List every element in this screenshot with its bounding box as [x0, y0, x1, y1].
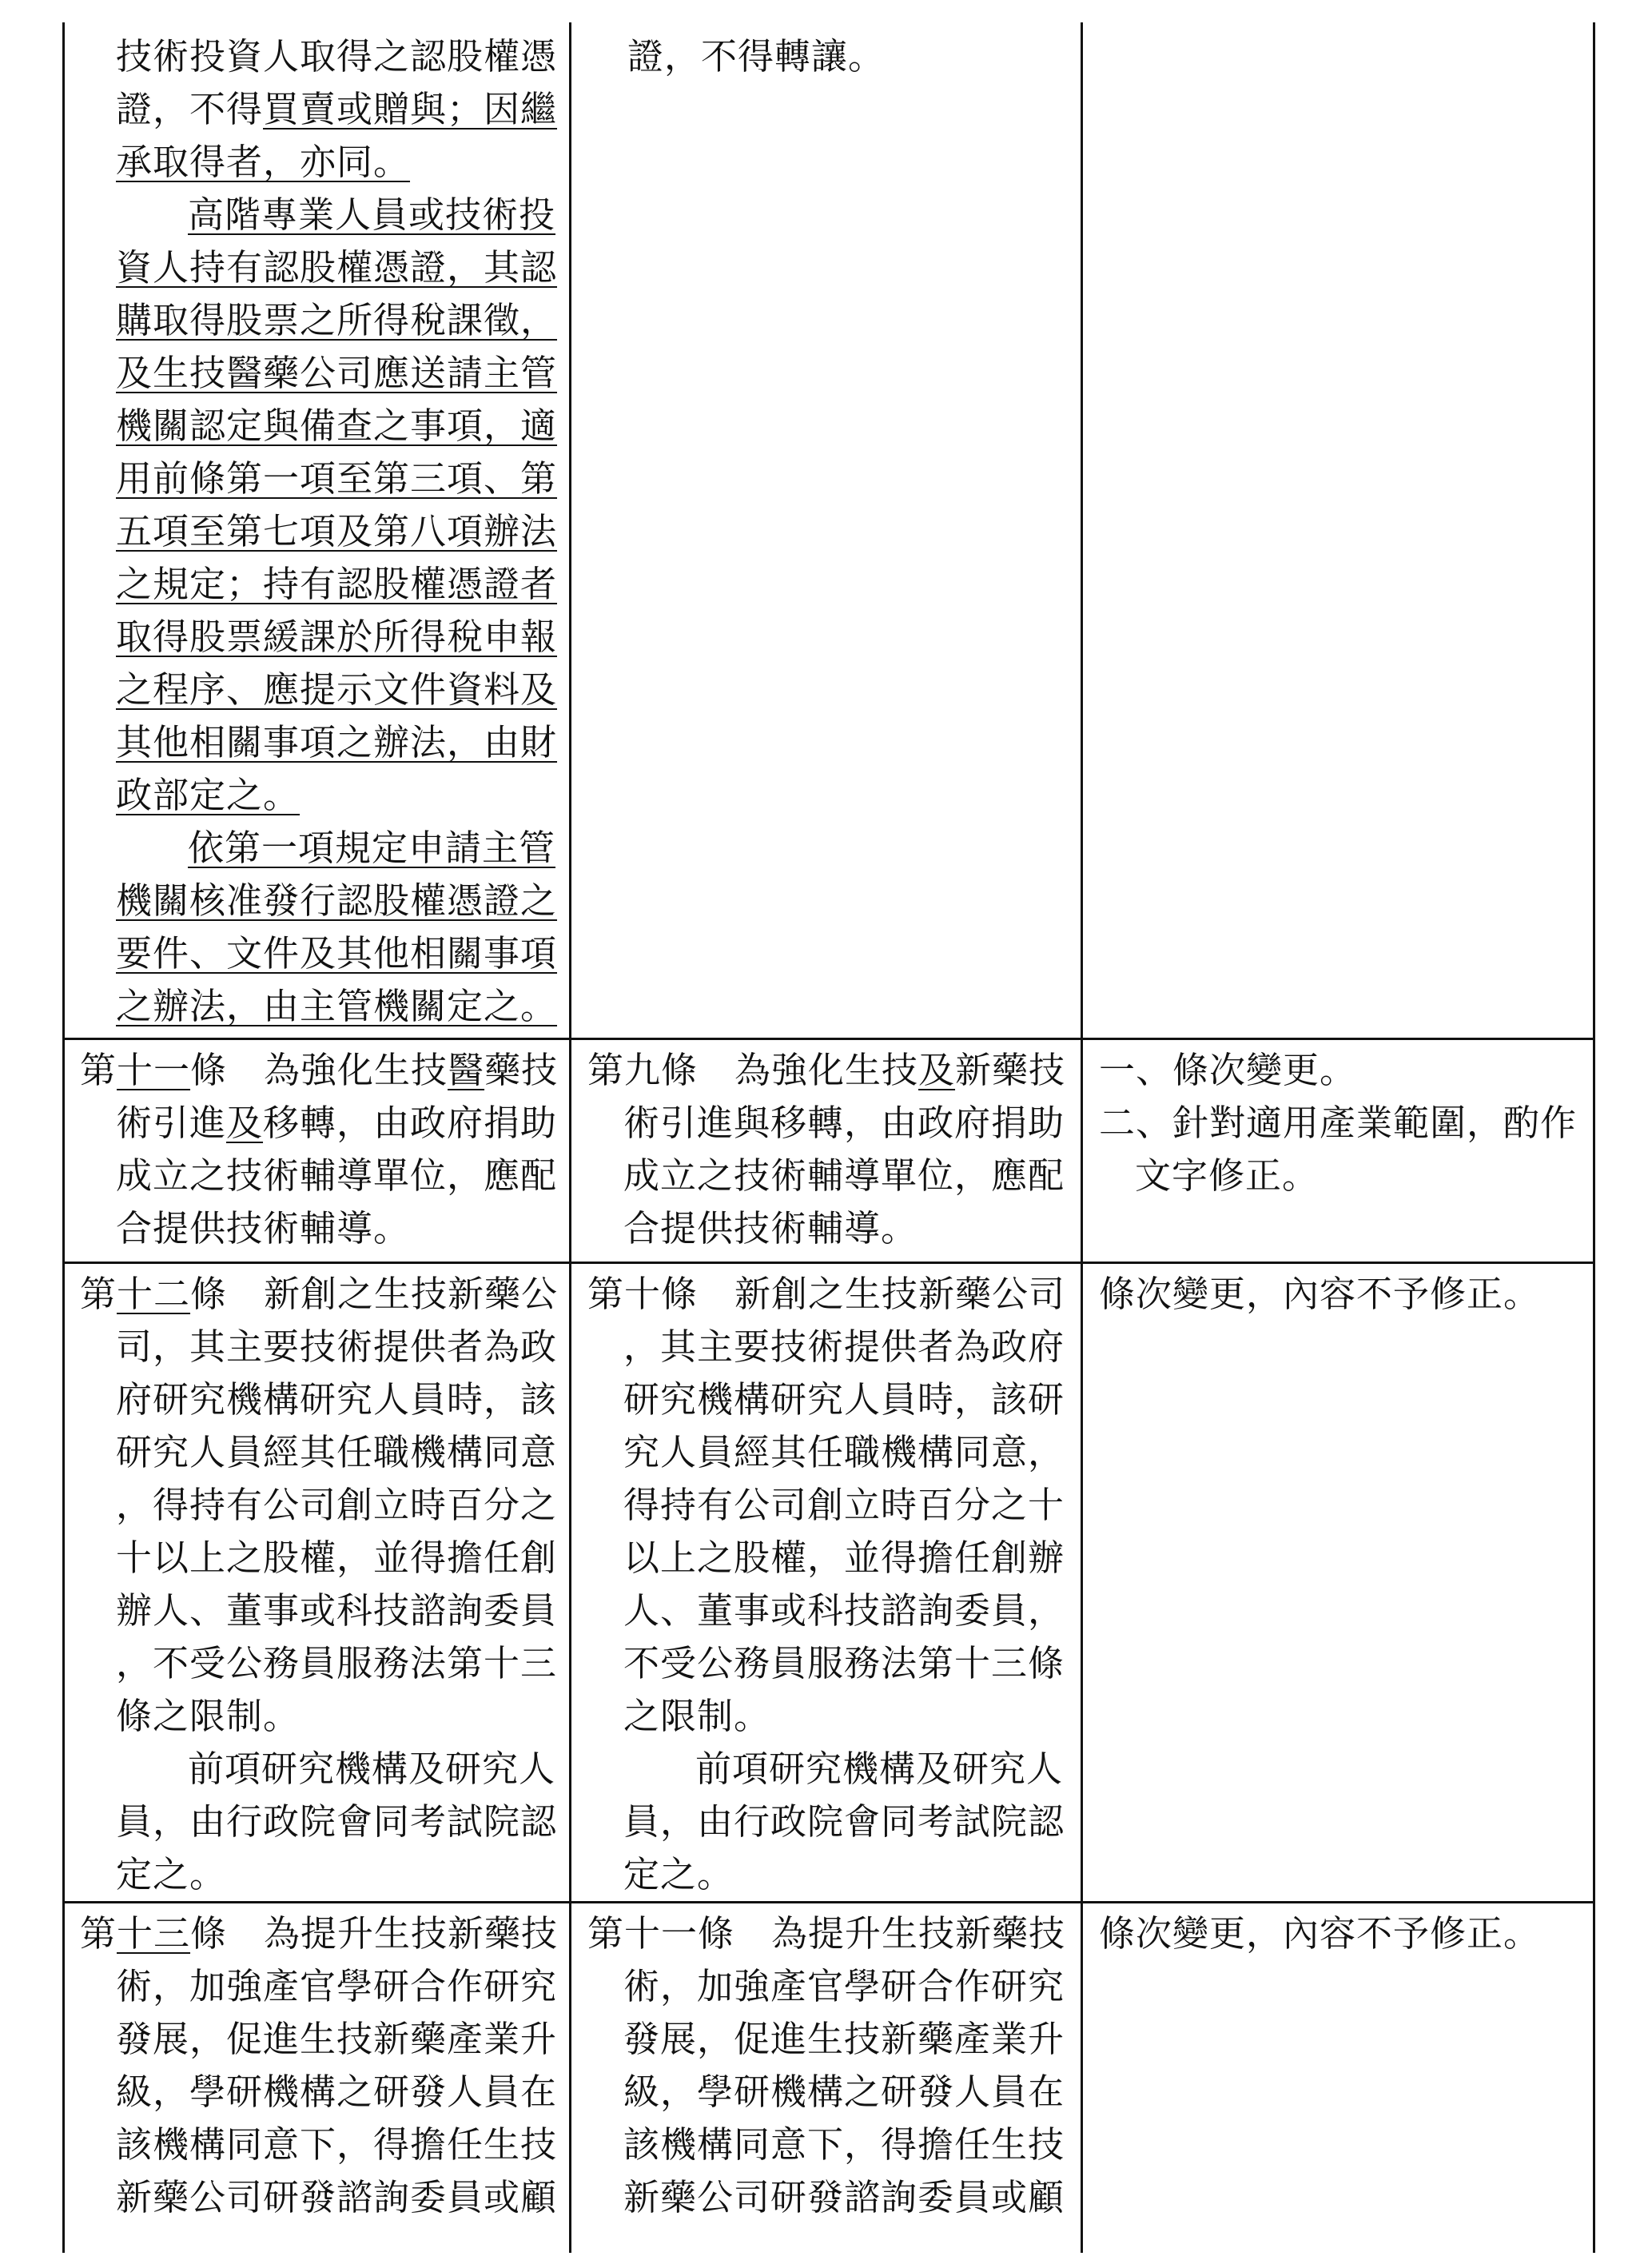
- underlined-text: 十一: [117, 1049, 191, 1091]
- text-line: 合提供技術輔導。: [116, 1207, 411, 1250]
- table-border-right: [1593, 22, 1595, 2253]
- row2-left-cell: [80, 1044, 558, 1255]
- row2-right-cell: [1099, 1044, 1577, 1202]
- text-line: [116, 558, 557, 611]
- text-line: 府研究機構研究人員時，該: [116, 1378, 558, 1421]
- underlined-text: 之規定；持有認股權憑證者: [116, 563, 558, 605]
- text-line: 證，不得轉讓。: [627, 35, 886, 78]
- text-span: 第: [80, 1273, 117, 1315]
- text-line: 司，其主要技術提供者為政: [116, 1325, 558, 1368]
- text-line: 之限制。: [623, 1695, 771, 1737]
- text-line: 級，學研機構之研發人員在: [623, 2071, 1065, 2113]
- text-line: 新藥公司研發諮詢委員或顧: [623, 2176, 1065, 2218]
- article-heading: [80, 1044, 558, 1097]
- row4-middle-cell: [587, 1907, 1065, 2224]
- underlined-text: 購取得股票之所得稅課徵，: [116, 299, 558, 341]
- text-line: ，不受公務員服務法第十三: [116, 1642, 558, 1684]
- text-line: [116, 136, 557, 189]
- row4-right-cell: [1099, 1907, 1540, 1960]
- text-line: 得持有公司創立時百分之十: [623, 1484, 1065, 1526]
- text-line: ，其主要技術提供者為政府: [623, 1325, 1065, 1368]
- underlined-text: 其他相關事項之辦法，由財: [116, 721, 558, 763]
- text-span: 術引進: [116, 1102, 227, 1144]
- text-line: 發展，促進生技新藥產業升: [623, 2018, 1065, 2060]
- text-line: 一、條次變更。: [1099, 1049, 1357, 1091]
- underlined-text: 依第一項規定申請主管: [188, 827, 556, 869]
- text-line: 究人員經其任職機構同意，: [623, 1431, 1065, 1473]
- text-line: [116, 927, 557, 980]
- row-divider-1: [62, 1038, 1595, 1040]
- text-line: 發展，促進生技新藥產業升: [116, 2018, 558, 2060]
- text-span: 移轉，由政府捐助: [263, 1102, 558, 1144]
- underlined-text: 之程序、應提示文件資料及: [116, 668, 558, 711]
- article-heading: [80, 1268, 558, 1321]
- text-span: 第: [80, 1912, 117, 1955]
- table-border-left: [62, 22, 65, 2253]
- row3-left-cell: [80, 1268, 558, 1901]
- table-divider-2: [1081, 22, 1083, 2253]
- text-line: 條之限制。: [116, 1695, 301, 1737]
- text-line: [116, 452, 557, 505]
- text-line: [116, 189, 557, 241]
- text-line: [116, 980, 557, 1033]
- underlined-text: 十三: [117, 1912, 191, 1955]
- text-line: [116, 716, 557, 769]
- underlined-text: 五項至第七項及第八項辦法: [116, 510, 558, 552]
- text-line: 條次變更，內容不予修正。: [1099, 1912, 1541, 1955]
- underlined-text: 之辦法，由主管機關定之。: [116, 985, 558, 1027]
- underlined-text: 買賣或贈與；因繼: [263, 88, 558, 130]
- row1-middle-cell: [627, 30, 885, 83]
- text-line: 新藥公司研發諮詢委員或顧: [116, 2176, 558, 2218]
- text-line: 員，由行政院會同考試院認: [623, 1800, 1065, 1843]
- text-line: 定之。: [116, 1853, 227, 1895]
- underlined-text: 要件、文件及其他相關事項: [116, 932, 558, 975]
- text-line: 以上之股權，並得擔任創辦: [623, 1537, 1065, 1579]
- text-span: 藥技: [484, 1049, 559, 1091]
- text-line: 不受公務員服務法第十三條: [623, 1642, 1065, 1684]
- text-line: 十以上之股權，並得擔任創: [116, 1537, 558, 1579]
- underlined-text: 機關核准發行認股權憑證之: [116, 879, 558, 922]
- text-line: [116, 505, 557, 558]
- underlined-text: 政部定之。: [116, 774, 301, 816]
- text-line: [116, 83, 557, 136]
- text-line: 術引進與移轉，由政府捐助: [623, 1102, 1065, 1144]
- row2-middle-cell: [587, 1044, 1065, 1255]
- row3-middle-cell: [587, 1268, 1065, 1901]
- text-line: 該機構同意下，得擔任生技: [623, 2123, 1065, 2166]
- underlined-text: 高階專業人員或技術投: [188, 193, 556, 236]
- text-span: 第: [80, 1049, 117, 1091]
- underlined-text: 機關認定與備查之事項，適: [116, 405, 558, 447]
- text-line: [116, 611, 557, 664]
- underlined-text: 及: [226, 1102, 264, 1144]
- text-line: 人、董事或科技諮詢委員，: [623, 1589, 1065, 1632]
- row1-left-cell: [116, 30, 557, 1033]
- underlined-text: 及: [918, 1049, 956, 1091]
- article-heading: [587, 1044, 1065, 1097]
- row-divider-2: [62, 1262, 1595, 1264]
- row3-right-cell: [1099, 1268, 1540, 1321]
- text-line: 前項研究機構及研究人: [188, 1748, 556, 1790]
- text-line: [116, 822, 557, 875]
- text-line: 該機構同意下，得擔任生技: [116, 2123, 558, 2166]
- text-span: 條 為提升生技新藥技: [190, 1912, 559, 1955]
- text-line: [116, 294, 557, 347]
- underlined-text: 及生技醫藥公司應送請主管: [116, 352, 558, 394]
- text-line: 合提供技術輔導。: [623, 1207, 918, 1250]
- text-line: [116, 347, 557, 400]
- table-divider-1: [569, 22, 571, 2253]
- text-line: ，得持有公司創立時百分之: [116, 1484, 558, 1526]
- underlined-text: 醫: [448, 1049, 485, 1091]
- underlined-text: 取得股票緩課於所得稅申報: [116, 616, 558, 658]
- text-line: 術，加強產官學研合作研究: [116, 1965, 558, 2007]
- article-heading: [80, 1907, 558, 1960]
- text-line: 前項研究機構及研究人: [695, 1748, 1064, 1790]
- text-line: [80, 1097, 558, 1150]
- row4-left-cell: [80, 1907, 558, 2224]
- underlined-text: 承取得者，亦同。: [116, 141, 411, 183]
- text-line: 成立之技術輔導單位，應配: [623, 1154, 1065, 1197]
- underlined-text: 用前條第一項至第三項、第: [116, 457, 558, 500]
- text-line: 研究機構研究人員時，該研: [623, 1378, 1065, 1421]
- text-span: 新藥技: [955, 1049, 1066, 1091]
- text-line: 辦人、董事或科技諮詢委員: [116, 1589, 558, 1632]
- text-line: 文字修正。: [1135, 1154, 1320, 1197]
- text-line: [116, 769, 557, 822]
- text-line: 級，學研機構之研發人員在: [116, 2071, 558, 2113]
- text-line: [116, 241, 557, 294]
- row-divider-3: [62, 1901, 1595, 1903]
- underlined-text: 資人持有認股權憑證，其認: [116, 246, 558, 289]
- underlined-text: 十二: [117, 1273, 191, 1315]
- text-span: 證，不得: [116, 88, 264, 130]
- text-line: 二、針對適用產業範圍，酌作: [1099, 1102, 1578, 1144]
- article-heading: 第十條 新創之生技新藥公司: [587, 1273, 1066, 1315]
- text-line: [116, 400, 557, 452]
- text-line: 研究人員經其任職機構同意: [116, 1431, 558, 1473]
- text-line: 定之。: [623, 1853, 734, 1895]
- text-line: 成立之技術輔導單位，應配: [116, 1154, 558, 1197]
- text-line: 術，加強產官學研合作研究: [623, 1965, 1065, 2007]
- text-span: 條 為強化生技: [190, 1049, 448, 1091]
- text-span: 第九條 為強化生技: [587, 1049, 919, 1091]
- text-line: 員，由行政院會同考試院認: [116, 1800, 558, 1843]
- text-line: 技術投資人取得之認股權憑: [116, 35, 558, 78]
- text-line: [116, 664, 557, 716]
- text-line: [116, 875, 557, 927]
- text-line: 條次變更，內容不予修正。: [1099, 1273, 1541, 1315]
- article-heading: 第十一條 為提升生技新藥技: [587, 1912, 1066, 1955]
- text-span: 條 新創之生技新藥公: [190, 1273, 559, 1315]
